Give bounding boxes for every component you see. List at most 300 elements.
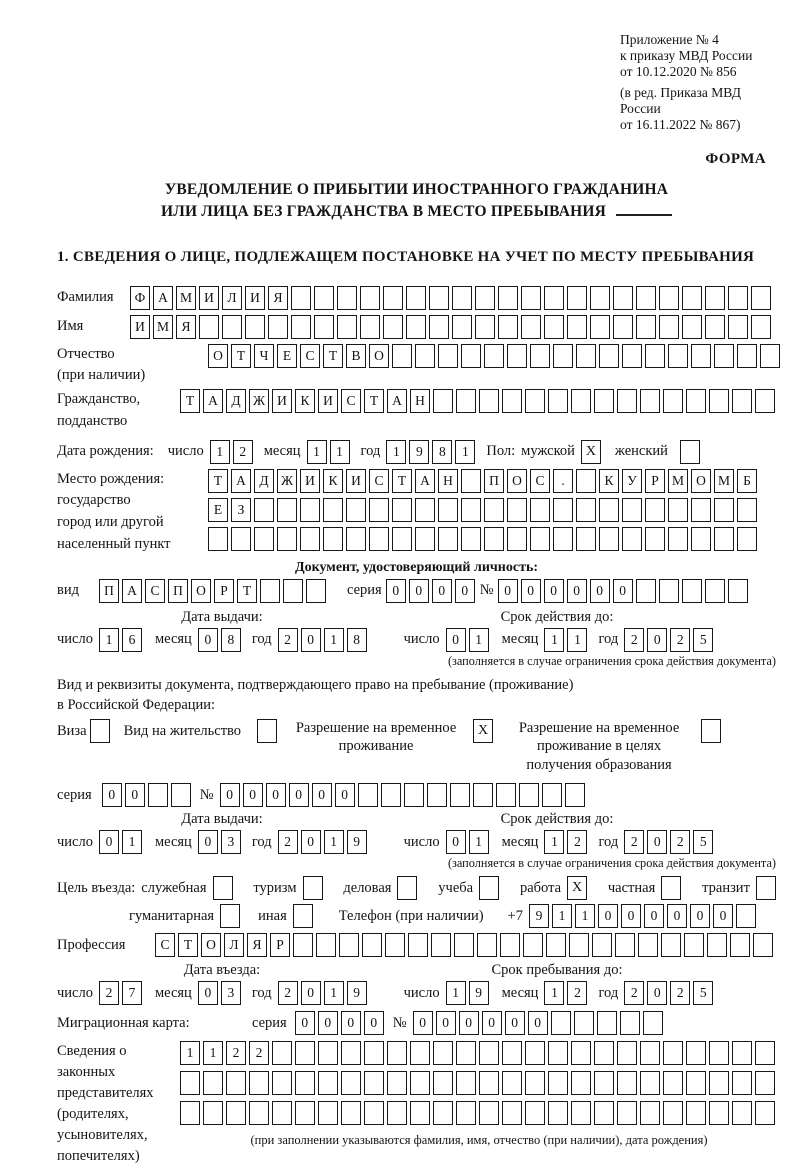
char-cell[interactable]: [148, 783, 168, 807]
char-cell[interactable]: 0: [266, 783, 286, 807]
char-cell[interactable]: [709, 1071, 729, 1095]
char-cell[interactable]: [622, 527, 642, 551]
char-cell[interactable]: 0: [312, 783, 332, 807]
char-cell[interactable]: [410, 1071, 430, 1095]
profession-grid[interactable]: [155, 933, 776, 957]
phone-grid[interactable]: [529, 904, 759, 928]
char-cell[interactable]: [525, 1041, 545, 1065]
sex-male-checkbox[interactable]: X: [581, 440, 601, 464]
char-cell[interactable]: [691, 527, 711, 551]
char-cell[interactable]: [507, 344, 527, 368]
char-cell[interactable]: [705, 315, 725, 339]
char-cell[interactable]: 0: [436, 1011, 456, 1035]
char-cell[interactable]: [622, 344, 642, 368]
char-cell[interactable]: [385, 933, 405, 957]
residence-permit-checkbox[interactable]: [257, 719, 277, 743]
char-cell[interactable]: [500, 933, 520, 957]
char-cell[interactable]: [339, 933, 359, 957]
char-cell[interactable]: [360, 315, 380, 339]
char-cell[interactable]: 0: [647, 981, 667, 1005]
char-cell[interactable]: 0: [220, 783, 240, 807]
purpose-private-checkbox[interactable]: [661, 876, 681, 900]
char-cell[interactable]: [392, 527, 412, 551]
char-cell[interactable]: Н: [410, 389, 430, 413]
char-cell[interactable]: Р: [645, 469, 665, 493]
char-cell[interactable]: 1: [575, 904, 595, 928]
char-cell[interactable]: [682, 315, 702, 339]
char-cell[interactable]: И: [272, 389, 292, 413]
char-cell[interactable]: [661, 933, 681, 957]
char-cell[interactable]: [751, 286, 771, 310]
char-cell[interactable]: [392, 344, 412, 368]
char-cell[interactable]: [594, 389, 614, 413]
char-cell[interactable]: [663, 389, 683, 413]
char-cell[interactable]: [383, 315, 403, 339]
char-cell[interactable]: [638, 933, 658, 957]
char-cell[interactable]: А: [415, 469, 435, 493]
char-cell[interactable]: [318, 1041, 338, 1065]
sex-female-checkbox[interactable]: [680, 440, 700, 464]
residence-issue-month-grid[interactable]: [198, 830, 244, 854]
char-cell[interactable]: 0: [301, 981, 321, 1005]
char-cell[interactable]: 0: [613, 579, 633, 603]
char-cell[interactable]: Т: [178, 933, 198, 957]
char-cell[interactable]: 0: [198, 981, 218, 1005]
char-cell[interactable]: [686, 1071, 706, 1095]
char-cell[interactable]: 1: [455, 440, 475, 464]
char-cell[interactable]: Т: [237, 579, 257, 603]
char-cell[interactable]: [548, 1101, 568, 1125]
char-cell[interactable]: [456, 1071, 476, 1095]
char-cell[interactable]: [686, 1041, 706, 1065]
char-cell[interactable]: [272, 1101, 292, 1125]
char-cell[interactable]: [369, 498, 389, 522]
char-cell[interactable]: 9: [409, 440, 429, 464]
birth-month-grid[interactable]: [307, 440, 353, 464]
char-cell[interactable]: [548, 389, 568, 413]
char-cell[interactable]: [277, 527, 297, 551]
identity-issue-month-grid[interactable]: [198, 628, 244, 652]
char-cell[interactable]: [640, 1101, 660, 1125]
char-cell[interactable]: 1: [446, 981, 466, 1005]
char-cell[interactable]: 0: [621, 904, 641, 928]
char-cell[interactable]: [640, 1071, 660, 1095]
char-cell[interactable]: [295, 1101, 315, 1125]
char-cell[interactable]: [364, 1101, 384, 1125]
char-cell[interactable]: 1: [324, 628, 344, 652]
char-cell[interactable]: [709, 1101, 729, 1125]
char-cell[interactable]: [461, 527, 481, 551]
char-cell[interactable]: [461, 344, 481, 368]
char-cell[interactable]: [636, 286, 656, 310]
identity-number-grid[interactable]: [498, 579, 751, 603]
identity-issue-year-grid[interactable]: [278, 628, 370, 652]
char-cell[interactable]: 0: [318, 1011, 338, 1035]
char-cell[interactable]: [433, 389, 453, 413]
char-cell[interactable]: 2: [624, 981, 644, 1005]
char-cell[interactable]: [316, 933, 336, 957]
char-cell[interactable]: 0: [125, 783, 145, 807]
char-cell[interactable]: [410, 1101, 430, 1125]
char-cell[interactable]: М: [176, 286, 196, 310]
char-cell[interactable]: И: [199, 286, 219, 310]
char-cell[interactable]: Ж: [249, 389, 269, 413]
char-cell[interactable]: [659, 286, 679, 310]
purpose-transit-checkbox[interactable]: [756, 876, 776, 900]
char-cell[interactable]: [592, 933, 612, 957]
char-cell[interactable]: Т: [364, 389, 384, 413]
entry-year-grid[interactable]: [278, 981, 370, 1005]
char-cell[interactable]: [226, 1071, 246, 1095]
char-cell[interactable]: [438, 527, 458, 551]
char-cell[interactable]: 9: [347, 830, 367, 854]
char-cell[interactable]: [613, 286, 633, 310]
char-cell[interactable]: [249, 1101, 269, 1125]
char-cell[interactable]: [594, 1101, 614, 1125]
char-cell[interactable]: 0: [386, 579, 406, 603]
char-cell[interactable]: [203, 1071, 223, 1095]
char-cell[interactable]: [599, 527, 619, 551]
char-cell[interactable]: 1: [469, 628, 489, 652]
char-cell[interactable]: 8: [221, 628, 241, 652]
char-cell[interactable]: [484, 344, 504, 368]
char-cell[interactable]: [427, 783, 447, 807]
char-cell[interactable]: 0: [446, 830, 466, 854]
char-cell[interactable]: [431, 933, 451, 957]
char-cell[interactable]: 2: [670, 981, 690, 1005]
char-cell[interactable]: П: [168, 579, 188, 603]
char-cell[interactable]: [502, 389, 522, 413]
char-cell[interactable]: [714, 344, 734, 368]
residence-number-grid[interactable]: [220, 783, 588, 807]
char-cell[interactable]: [525, 389, 545, 413]
char-cell[interactable]: У: [622, 469, 642, 493]
char-cell[interactable]: [732, 1101, 752, 1125]
char-cell[interactable]: [530, 498, 550, 522]
char-cell[interactable]: [337, 315, 357, 339]
purpose-study-checkbox[interactable]: [479, 876, 499, 900]
char-cell[interactable]: 1: [544, 981, 564, 1005]
char-cell[interactable]: [544, 315, 564, 339]
migration-number-grid[interactable]: [413, 1011, 666, 1035]
char-cell[interactable]: Ф: [130, 286, 150, 310]
residence-expiry-year-grid[interactable]: [624, 830, 716, 854]
char-cell[interactable]: 0: [455, 579, 475, 603]
char-cell[interactable]: [571, 1071, 591, 1095]
identity-series-grid[interactable]: [386, 579, 478, 603]
char-cell[interactable]: 0: [647, 830, 667, 854]
char-cell[interactable]: 1: [567, 628, 587, 652]
char-cell[interactable]: [268, 315, 288, 339]
char-cell[interactable]: [387, 1101, 407, 1125]
char-cell[interactable]: [691, 498, 711, 522]
patronymic-grid[interactable]: [208, 344, 783, 368]
char-cell[interactable]: Т: [392, 469, 412, 493]
stay-year-grid[interactable]: [624, 981, 716, 1005]
birth-year-grid[interactable]: [386, 440, 478, 464]
char-cell[interactable]: [548, 1041, 568, 1065]
char-cell[interactable]: [548, 1071, 568, 1095]
char-cell[interactable]: 1: [203, 1041, 223, 1065]
char-cell[interactable]: Е: [208, 498, 228, 522]
char-cell[interactable]: [507, 498, 527, 522]
char-cell[interactable]: [521, 286, 541, 310]
char-cell[interactable]: [590, 315, 610, 339]
char-cell[interactable]: 0: [647, 628, 667, 652]
char-cell[interactable]: [222, 315, 242, 339]
char-cell[interactable]: [737, 498, 757, 522]
char-cell[interactable]: [523, 933, 543, 957]
char-cell[interactable]: [613, 315, 633, 339]
char-cell[interactable]: [705, 579, 725, 603]
identity-expiry-day-grid[interactable]: [446, 628, 492, 652]
char-cell[interactable]: [433, 1071, 453, 1095]
char-cell[interactable]: 0: [521, 579, 541, 603]
char-cell[interactable]: К: [599, 469, 619, 493]
char-cell[interactable]: [300, 527, 320, 551]
char-cell[interactable]: 9: [347, 981, 367, 1005]
char-cell[interactable]: М: [153, 315, 173, 339]
char-cell[interactable]: [576, 527, 596, 551]
char-cell[interactable]: [571, 1101, 591, 1125]
char-cell[interactable]: [341, 1041, 361, 1065]
char-cell[interactable]: [479, 389, 499, 413]
char-cell[interactable]: [254, 498, 274, 522]
char-cell[interactable]: [323, 498, 343, 522]
char-cell[interactable]: [728, 579, 748, 603]
char-cell[interactable]: 0: [301, 830, 321, 854]
char-cell[interactable]: С: [300, 344, 320, 368]
char-cell[interactable]: [659, 579, 679, 603]
char-cell[interactable]: [645, 527, 665, 551]
char-cell[interactable]: [383, 286, 403, 310]
char-cell[interactable]: О: [691, 469, 711, 493]
char-cell[interactable]: [571, 389, 591, 413]
char-cell[interactable]: [544, 286, 564, 310]
char-cell[interactable]: [751, 315, 771, 339]
char-cell[interactable]: [645, 498, 665, 522]
char-cell[interactable]: [360, 286, 380, 310]
char-cell[interactable]: И: [300, 469, 320, 493]
char-cell[interactable]: С: [530, 469, 550, 493]
char-cell[interactable]: [484, 498, 504, 522]
char-cell[interactable]: [337, 286, 357, 310]
char-cell[interactable]: 1: [469, 830, 489, 854]
surname-grid[interactable]: [130, 286, 774, 310]
stay-month-grid[interactable]: [544, 981, 590, 1005]
char-cell[interactable]: [567, 286, 587, 310]
char-cell[interactable]: [732, 1041, 752, 1065]
char-cell[interactable]: 0: [498, 579, 518, 603]
residence-expiry-day-grid[interactable]: [446, 830, 492, 854]
char-cell[interactable]: [249, 1071, 269, 1095]
char-cell[interactable]: [314, 315, 334, 339]
char-cell[interactable]: [387, 1041, 407, 1065]
temp-residence-checkbox[interactable]: X: [473, 719, 493, 743]
char-cell[interactable]: [525, 1101, 545, 1125]
char-cell[interactable]: 5: [693, 981, 713, 1005]
char-cell[interactable]: И: [245, 286, 265, 310]
char-cell[interactable]: [408, 933, 428, 957]
citizenship-grid[interactable]: [180, 389, 778, 413]
char-cell[interactable]: [668, 527, 688, 551]
entry-day-grid[interactable]: [99, 981, 145, 1005]
char-cell[interactable]: [521, 315, 541, 339]
birth-place-grid-row2[interactable]: [208, 498, 760, 522]
char-cell[interactable]: [617, 389, 637, 413]
char-cell[interactable]: [277, 498, 297, 522]
char-cell[interactable]: С: [341, 389, 361, 413]
purpose-work-checkbox[interactable]: X: [567, 876, 587, 900]
char-cell[interactable]: 2: [233, 440, 253, 464]
stay-day-grid[interactable]: [446, 981, 492, 1005]
char-cell[interactable]: 0: [289, 783, 309, 807]
char-cell[interactable]: [498, 315, 518, 339]
char-cell[interactable]: [475, 286, 495, 310]
char-cell[interactable]: [484, 527, 504, 551]
char-cell[interactable]: [295, 1071, 315, 1095]
char-cell[interactable]: 0: [99, 830, 119, 854]
residence-expiry-month-grid[interactable]: [544, 830, 590, 854]
char-cell[interactable]: [636, 579, 656, 603]
char-cell[interactable]: 0: [198, 628, 218, 652]
char-cell[interactable]: [519, 783, 539, 807]
char-cell[interactable]: [709, 1041, 729, 1065]
char-cell[interactable]: [456, 1101, 476, 1125]
char-cell[interactable]: 1: [552, 904, 572, 928]
char-cell[interactable]: [594, 1071, 614, 1095]
char-cell[interactable]: 2: [226, 1041, 246, 1065]
char-cell[interactable]: [180, 1101, 200, 1125]
char-cell[interactable]: А: [122, 579, 142, 603]
char-cell[interactable]: А: [203, 389, 223, 413]
char-cell[interactable]: [755, 1101, 775, 1125]
char-cell[interactable]: 1: [330, 440, 350, 464]
char-cell[interactable]: [728, 286, 748, 310]
char-cell[interactable]: 2: [624, 628, 644, 652]
char-cell[interactable]: 0: [713, 904, 733, 928]
char-cell[interactable]: [479, 1101, 499, 1125]
char-cell[interactable]: 0: [598, 904, 618, 928]
char-cell[interactable]: Т: [208, 469, 228, 493]
char-cell[interactable]: 0: [364, 1011, 384, 1035]
migration-series-grid[interactable]: [295, 1011, 387, 1035]
identity-issue-day-grid[interactable]: [99, 628, 145, 652]
char-cell[interactable]: [571, 1041, 591, 1065]
char-cell[interactable]: Д: [254, 469, 274, 493]
representatives-grid-row3[interactable]: [180, 1101, 778, 1125]
char-cell[interactable]: [597, 1011, 617, 1035]
char-cell[interactable]: [318, 1071, 338, 1095]
char-cell[interactable]: О: [191, 579, 211, 603]
char-cell[interactable]: [479, 1041, 499, 1065]
char-cell[interactable]: [732, 389, 752, 413]
char-cell[interactable]: [736, 904, 756, 928]
char-cell[interactable]: Р: [214, 579, 234, 603]
char-cell[interactable]: [429, 315, 449, 339]
char-cell[interactable]: 5: [693, 628, 713, 652]
char-cell[interactable]: Л: [222, 286, 242, 310]
char-cell[interactable]: [686, 389, 706, 413]
char-cell[interactable]: 1: [99, 628, 119, 652]
char-cell[interactable]: 2: [249, 1041, 269, 1065]
char-cell[interactable]: [452, 315, 472, 339]
char-cell[interactable]: 2: [567, 830, 587, 854]
char-cell[interactable]: [245, 315, 265, 339]
char-cell[interactable]: [565, 783, 585, 807]
char-cell[interactable]: [737, 527, 757, 551]
char-cell[interactable]: П: [484, 469, 504, 493]
char-cell[interactable]: А: [231, 469, 251, 493]
char-cell[interactable]: [553, 344, 573, 368]
char-cell[interactable]: [599, 344, 619, 368]
char-cell[interactable]: [452, 286, 472, 310]
char-cell[interactable]: [387, 1071, 407, 1095]
char-cell[interactable]: Т: [323, 344, 343, 368]
char-cell[interactable]: 0: [567, 579, 587, 603]
purpose-tourism-checkbox[interactable]: [303, 876, 323, 900]
char-cell[interactable]: [406, 315, 426, 339]
char-cell[interactable]: [429, 286, 449, 310]
char-cell[interactable]: 0: [505, 1011, 525, 1035]
char-cell[interactable]: [456, 389, 476, 413]
char-cell[interactable]: [530, 344, 550, 368]
char-cell[interactable]: И: [130, 315, 150, 339]
char-cell[interactable]: [615, 933, 635, 957]
char-cell[interactable]: 0: [243, 783, 263, 807]
char-cell[interactable]: 0: [644, 904, 664, 928]
given-name-grid[interactable]: [130, 315, 774, 339]
char-cell[interactable]: П: [99, 579, 119, 603]
char-cell[interactable]: 0: [413, 1011, 433, 1035]
char-cell[interactable]: [260, 579, 280, 603]
char-cell[interactable]: [479, 1071, 499, 1095]
char-cell[interactable]: 1: [544, 830, 564, 854]
char-cell[interactable]: [730, 933, 750, 957]
char-cell[interactable]: [433, 1041, 453, 1065]
char-cell[interactable]: [341, 1101, 361, 1125]
char-cell[interactable]: 2: [99, 981, 119, 1005]
char-cell[interactable]: Л: [224, 933, 244, 957]
char-cell[interactable]: [714, 527, 734, 551]
char-cell[interactable]: А: [153, 286, 173, 310]
char-cell[interactable]: [684, 933, 704, 957]
char-cell[interactable]: [620, 1011, 640, 1035]
char-cell[interactable]: [415, 498, 435, 522]
char-cell[interactable]: [295, 1041, 315, 1065]
char-cell[interactable]: [226, 1101, 246, 1125]
char-cell[interactable]: [640, 389, 660, 413]
char-cell[interactable]: О: [507, 469, 527, 493]
representatives-grid-row2[interactable]: [180, 1071, 778, 1095]
char-cell[interactable]: [291, 286, 311, 310]
char-cell[interactable]: [594, 1041, 614, 1065]
char-cell[interactable]: 8: [347, 628, 367, 652]
char-cell[interactable]: 1: [386, 440, 406, 464]
char-cell[interactable]: [502, 1071, 522, 1095]
char-cell[interactable]: [406, 286, 426, 310]
char-cell[interactable]: [208, 527, 228, 551]
char-cell[interactable]: 0: [432, 579, 452, 603]
char-cell[interactable]: [272, 1071, 292, 1095]
char-cell[interactable]: [341, 1071, 361, 1095]
char-cell[interactable]: В: [346, 344, 366, 368]
char-cell[interactable]: [569, 933, 589, 957]
char-cell[interactable]: [454, 933, 474, 957]
char-cell[interactable]: 0: [590, 579, 610, 603]
residence-issue-year-grid[interactable]: [278, 830, 370, 854]
purpose-official-checkbox[interactable]: [213, 876, 233, 900]
